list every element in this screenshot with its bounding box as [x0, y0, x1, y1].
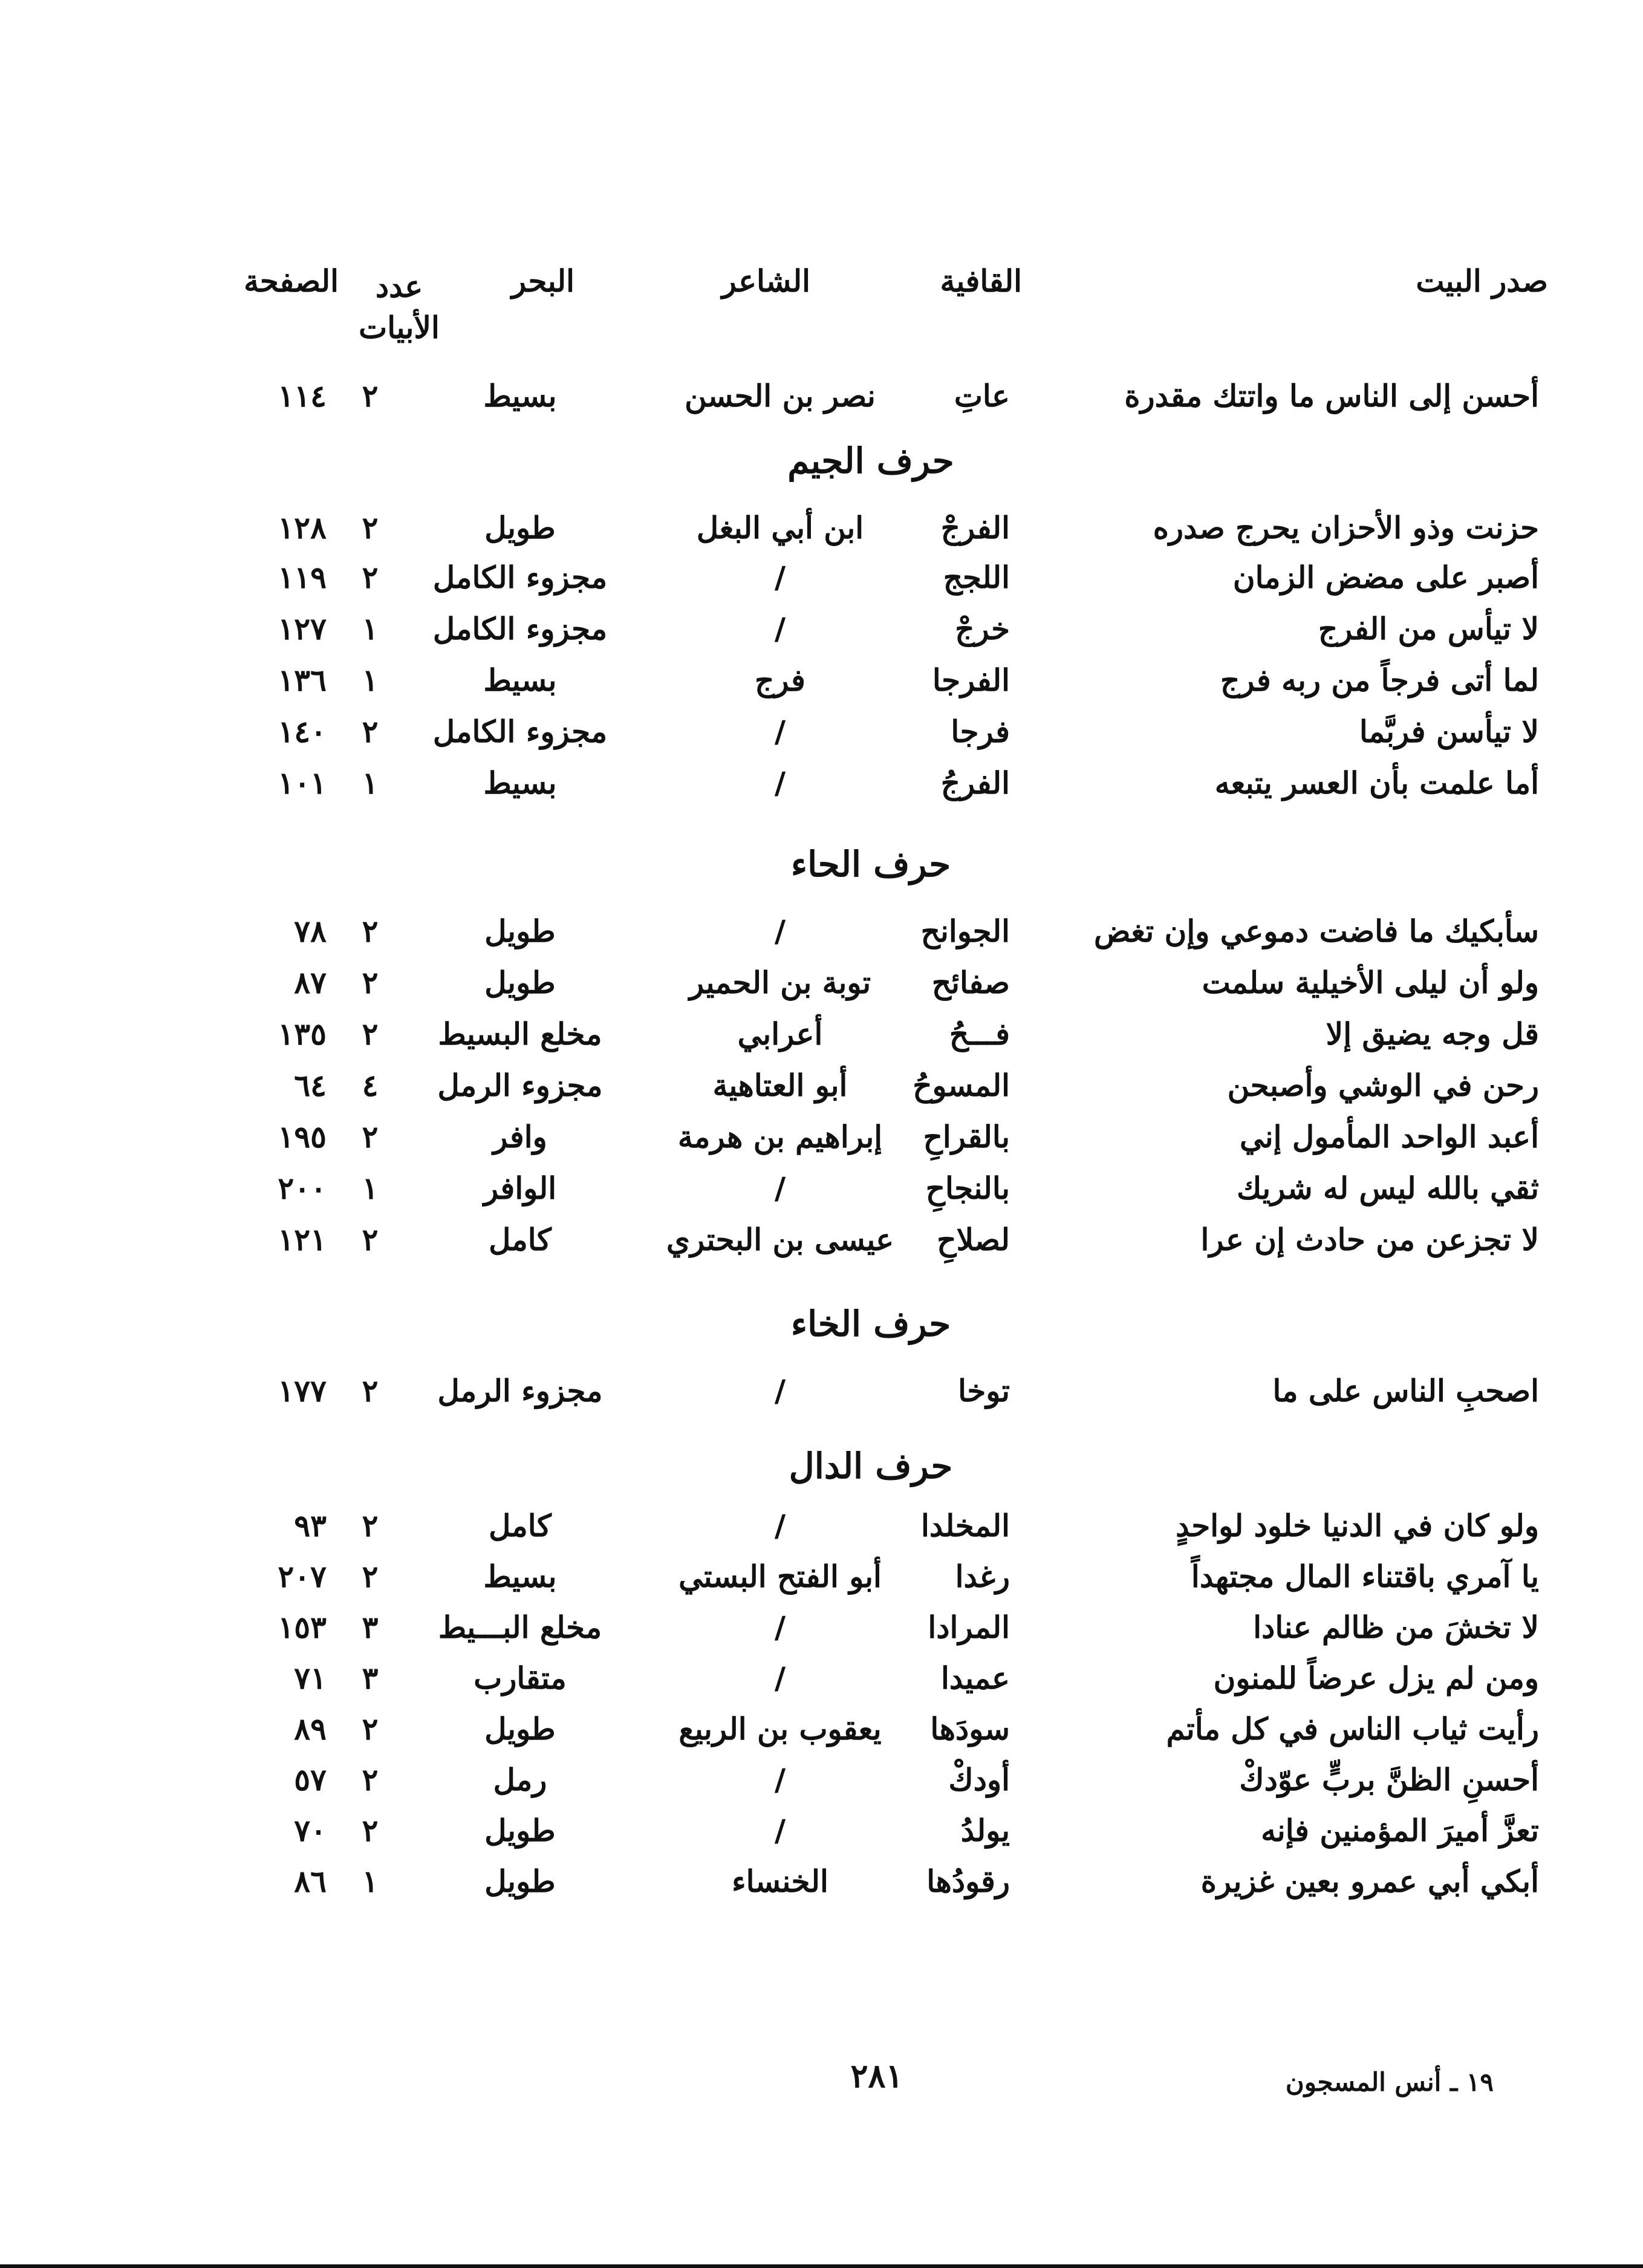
cell-rhyme: المرادا	[928, 1609, 1010, 1645]
cell-meter: مجزوء الرمل	[437, 1373, 603, 1409]
cell-count: ٢	[362, 1016, 379, 1052]
cell-count: ٢	[362, 1508, 379, 1543]
cell-rhyme: بالقراحِ	[923, 1119, 1010, 1155]
cell-page: ٢٠٠	[278, 1170, 327, 1206]
cell-count: ٣	[362, 1609, 379, 1645]
cell-rhyme: الفرجا	[932, 662, 1010, 698]
cell-meter: طويل	[484, 510, 556, 546]
cell-page: ١٧٧	[278, 1373, 327, 1409]
cell-verse: ومن لم يزل عرضاً للمنون	[1213, 1660, 1539, 1696]
cell-verse: قل وجه يضيق إلا	[1326, 1016, 1539, 1052]
cell-count: ٤	[362, 1067, 379, 1103]
cell-meter: وافر	[493, 1119, 547, 1155]
section-title: حرف الحاء	[790, 844, 951, 885]
cell-count: ٢	[362, 1559, 379, 1594]
cell-meter: مجزوء الكامل	[432, 611, 608, 647]
cell-rhyme: رقودُها	[926, 1863, 1010, 1899]
cell-count: ٣	[362, 1660, 379, 1696]
header-page: الصفحة	[244, 263, 339, 299]
cell-verse: لا تجزعن من حادث إن عرا	[1200, 1222, 1539, 1257]
cell-verse: حزنت وذو الأحزان يحرج صدره	[1153, 510, 1539, 546]
cell-page: ٨٧	[294, 965, 327, 1000]
cell-count: ٢	[362, 1119, 379, 1155]
cell-poet: أبو العتاهية	[712, 1067, 848, 1103]
cell-page: ١٩٥	[278, 1119, 327, 1155]
cell-verse: أعبد الواحد المأمول إني	[1240, 1119, 1539, 1155]
cell-verse: أحسنِ الظنَّ بربٍّ عوّدكْ	[1239, 1762, 1539, 1797]
cell-meter: بسيط	[483, 378, 557, 414]
cell-poet: /	[774, 1508, 786, 1543]
cell-meter: كامل	[489, 1508, 551, 1543]
cell-count: ٢	[362, 1222, 379, 1257]
cell-page: ١٣٦	[278, 662, 327, 698]
footer-note: ١٩ ـ أنس المسجون	[1285, 2067, 1494, 2097]
cell-poet: أعرابي	[737, 1016, 823, 1052]
cell-poet: توبة بن الحمير	[689, 965, 871, 1000]
cell-verse: تعزَّ أميرَ المؤمنين فإنه	[1261, 1813, 1539, 1848]
cell-verse: رحن في الوشي وأصبحن	[1227, 1067, 1539, 1103]
cell-rhyme: توخا	[958, 1373, 1010, 1409]
cell-poet: ابن أبي البغل	[696, 510, 864, 546]
cell-verse: لا تيأس من الفرج	[1318, 611, 1539, 647]
cell-rhyme: أودكْ	[948, 1762, 1010, 1797]
header-poet: الشاعر	[721, 263, 810, 299]
cell-count: ٢	[362, 965, 379, 1000]
cell-poet: /	[774, 913, 786, 949]
cell-count: ٢	[362, 1373, 379, 1409]
cell-count: ١	[362, 1863, 379, 1899]
cell-poet: /	[774, 559, 786, 595]
section-title: حرف الخاء	[790, 1303, 951, 1344]
cell-count: ٢	[362, 714, 379, 749]
cell-meter: بسيط	[483, 765, 557, 801]
cell-meter: مجزوء الكامل	[432, 559, 608, 595]
section-title: حرف الدال	[789, 1445, 953, 1487]
cell-meter: مخلع البـــيط	[438, 1609, 602, 1645]
cell-verse: لما أتى فرجاً من ربه فرج	[1220, 662, 1539, 698]
cell-page: ٩٣	[294, 1508, 327, 1543]
cell-poet: /	[774, 1660, 786, 1696]
cell-poet: عيسى بن البحتري	[666, 1222, 894, 1257]
cell-verse: أما علمت بأن العسر يتبعه	[1214, 765, 1539, 801]
cell-page: ١٢٧	[278, 611, 327, 647]
cell-poet: /	[774, 611, 786, 647]
header-count: عدد الأبيات	[359, 269, 440, 345]
cell-meter: الوافر	[483, 1170, 557, 1206]
cell-meter: طويل	[484, 965, 556, 1000]
cell-rhyme: رغدا	[955, 1559, 1010, 1594]
section-title: حرف الجيم	[787, 440, 954, 481]
cell-verse: أبكي أبي عمرو بعين غزيرة	[1200, 1863, 1539, 1899]
cell-meter: طويل	[484, 1863, 556, 1899]
cell-meter: متقارب	[473, 1660, 567, 1696]
cell-rhyme: فـــحُ	[949, 1016, 1010, 1052]
header-meter: البحر	[511, 263, 574, 299]
cell-poet: /	[774, 1609, 786, 1645]
cell-page: ٧١	[294, 1660, 327, 1696]
cell-page: ٧٨	[294, 913, 327, 949]
cell-page: ١٢٨	[278, 510, 327, 546]
cell-page: ١١٤	[278, 378, 327, 414]
cell-meter: بسيط	[483, 1559, 557, 1594]
cell-verse: ثقي بالله ليس له شريك	[1237, 1170, 1539, 1206]
cell-meter: رمل	[493, 1762, 547, 1797]
cell-page: ٢٠٧	[278, 1559, 327, 1594]
cell-meter: مجزوء الكامل	[432, 714, 608, 749]
cell-rhyme: صفائح	[931, 965, 1010, 1000]
cell-verse: أصبر على مضض الزمان	[1232, 559, 1539, 595]
cell-rhyme: سودَها	[930, 1711, 1010, 1747]
cell-poet: /	[774, 1762, 786, 1797]
cell-rhyme: الفرجْ	[940, 510, 1010, 546]
cell-count: ١	[362, 765, 379, 801]
cell-count: ٢	[362, 1762, 379, 1797]
cell-poet: أبو الفتح البستي	[678, 1559, 882, 1594]
cell-rhyme: فرجا	[951, 714, 1010, 749]
cell-rhyme: اللجج	[943, 559, 1010, 595]
cell-poet: يعقوب بن الربيع	[678, 1711, 882, 1747]
header-verse: صدر البيت	[1416, 263, 1548, 299]
cell-verse: اصحبِ الناس على ما	[1272, 1373, 1539, 1409]
cell-verse: رأيت ثياب الناس في كل مأتم	[1166, 1711, 1539, 1747]
cell-page: ٥٧	[294, 1762, 327, 1797]
cell-meter: مجزوء الرمل	[437, 1067, 603, 1103]
cell-rhyme: لصلاحِ	[937, 1222, 1010, 1257]
cell-page: ١٠١	[278, 765, 327, 801]
cell-count: ٢	[362, 1813, 379, 1848]
cell-verse: يا آمري باقتناء المال مجتهداً	[1191, 1559, 1539, 1594]
cell-page: ٧٠	[294, 1813, 327, 1848]
cell-verse: سأبكيك ما فاضت دموعي وإن تغض	[1093, 913, 1539, 949]
cell-rhyme: يولدُ	[960, 1813, 1010, 1848]
cell-poet: /	[774, 1813, 786, 1848]
cell-count: ٢	[362, 510, 379, 546]
cell-rhyme: عاتِ	[954, 378, 1010, 414]
cell-poet: نصر بن الحسن	[685, 378, 876, 414]
bottom-rule	[0, 2264, 1643, 2268]
cell-meter: طويل	[484, 913, 556, 949]
cell-verse: أحسن إلى الناس ما واتتك مقدرة	[1124, 378, 1539, 414]
cell-rhyme: الفرجُ	[940, 765, 1010, 801]
cell-verse: لا تيأسن فربَّما	[1359, 714, 1539, 749]
cell-count: ١	[362, 611, 379, 647]
cell-count: ١	[362, 1170, 379, 1206]
cell-page: ١٢١	[278, 1222, 327, 1257]
cell-verse: ولو أن ليلى الأخيلية سلمت	[1202, 965, 1539, 1000]
cell-rhyme: خرجْ	[955, 611, 1010, 647]
cell-poet: /	[774, 1373, 786, 1409]
cell-rhyme: المخلدا	[921, 1508, 1010, 1543]
cell-count: ٢	[362, 378, 379, 414]
cell-poet: فرج	[755, 662, 805, 698]
cell-poet: إبراهيم بن هرمة	[677, 1119, 883, 1155]
cell-page: ٦٤	[294, 1067, 327, 1103]
cell-page: ١٣٥	[278, 1016, 327, 1052]
cell-page: ١٥٣	[278, 1609, 327, 1645]
cell-page: ١١٩	[278, 559, 327, 595]
cell-verse: لا تخشَ من ظالم عنادا	[1253, 1609, 1539, 1645]
cell-meter: مخلع البسيط	[438, 1016, 602, 1052]
cell-meter: كامل	[489, 1222, 551, 1257]
cell-poet: /	[774, 714, 786, 749]
cell-page: ٨٩	[294, 1711, 327, 1747]
cell-meter: بسيط	[483, 662, 557, 698]
cell-rhyme: عميدا	[941, 1660, 1010, 1696]
cell-poet: /	[774, 765, 786, 801]
page-number: ٢٨١	[850, 2056, 903, 2095]
cell-poet: /	[774, 1170, 786, 1206]
cell-page: ٨٦	[294, 1863, 327, 1899]
cell-page: ١٤٠	[278, 714, 327, 749]
cell-count: ٢	[362, 559, 379, 595]
cell-count: ١	[362, 662, 379, 698]
cell-rhyme: المسوحُ	[913, 1067, 1010, 1103]
cell-count: ٢	[362, 913, 379, 949]
cell-rhyme: بالنجاحِ	[925, 1170, 1010, 1206]
header-rhyme: القافية	[940, 263, 1022, 299]
cell-rhyme: الجوانح	[920, 913, 1010, 949]
cell-meter: طويل	[484, 1813, 556, 1848]
cell-verse: ولو كان في الدنيا خلود لواحدٍ	[1176, 1508, 1539, 1543]
cell-meter: طويل	[484, 1711, 556, 1747]
cell-count: ٢	[362, 1711, 379, 1747]
cell-poet: الخنساء	[732, 1863, 828, 1899]
